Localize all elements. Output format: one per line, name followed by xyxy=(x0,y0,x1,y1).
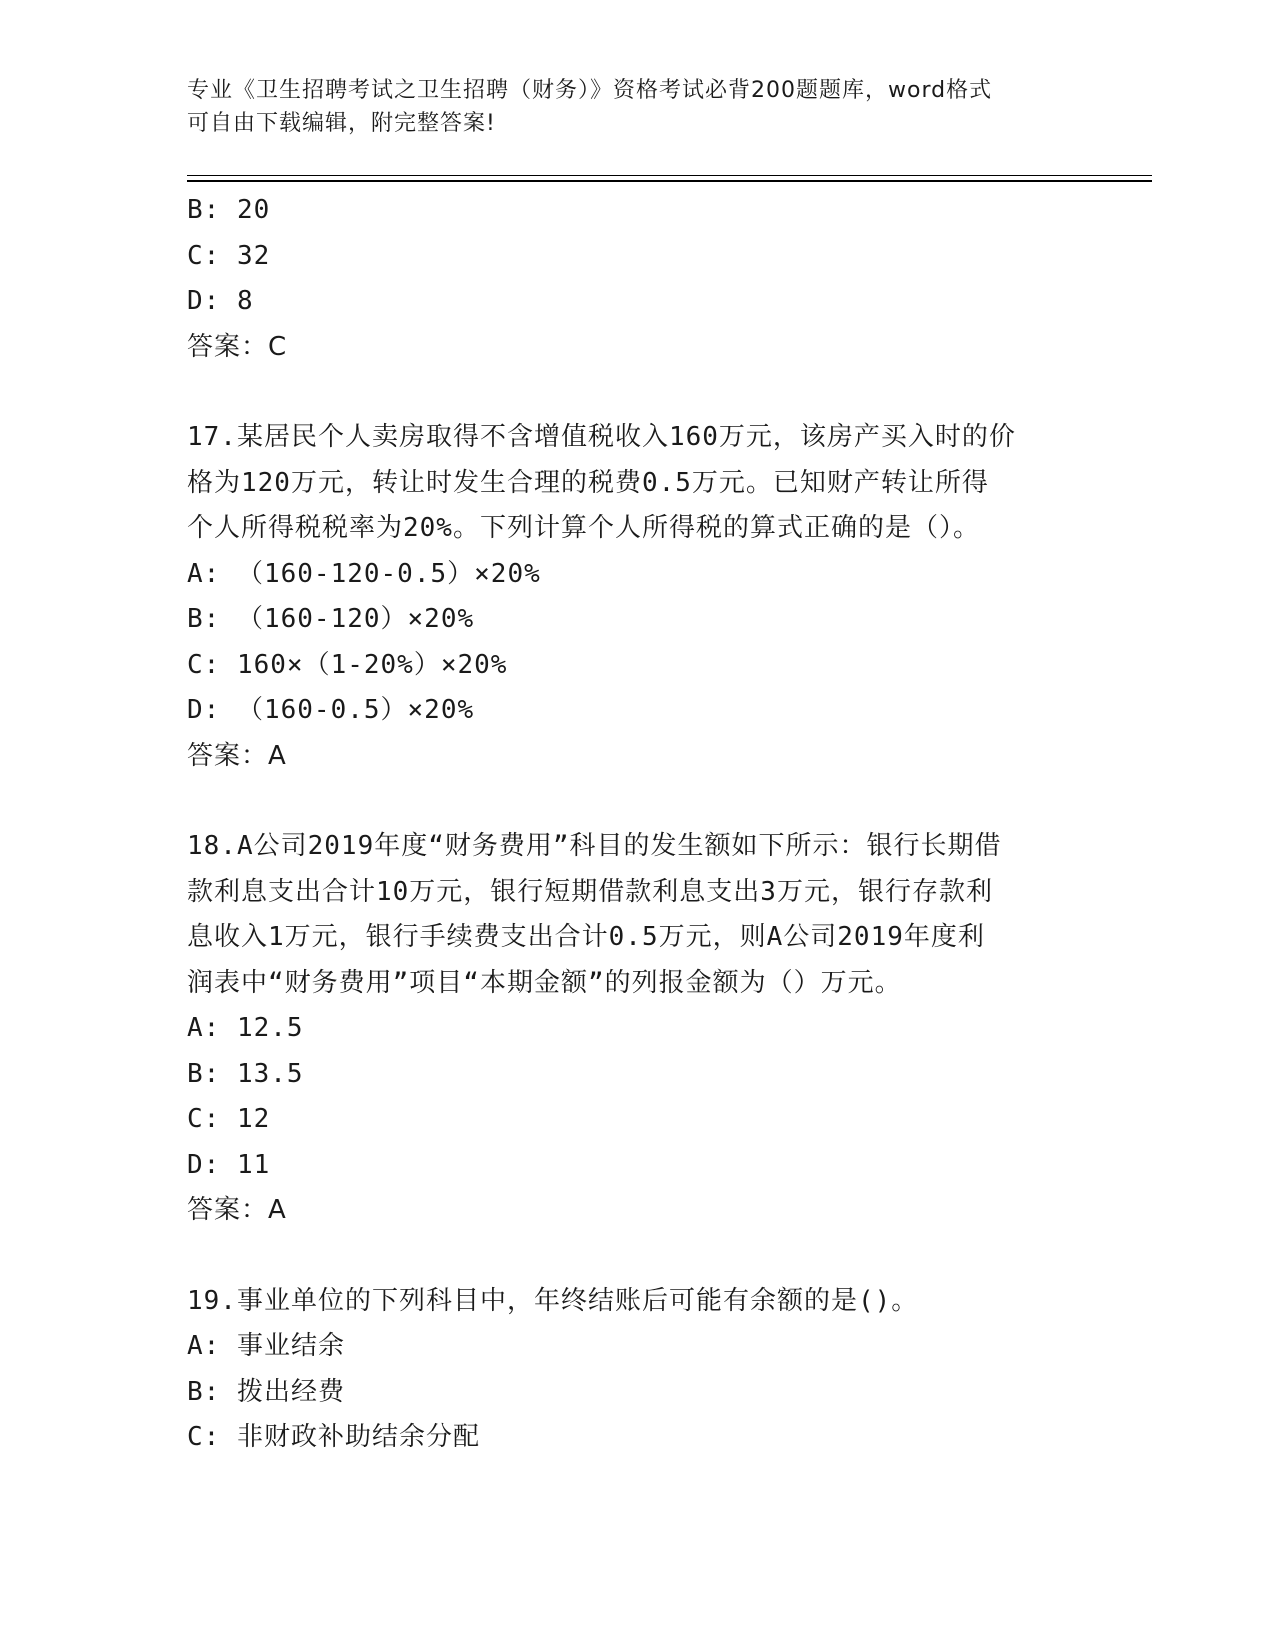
question-18 xyxy=(187,824,1087,1234)
spacer xyxy=(187,779,1087,824)
option-b: B: （160-120）×20% xyxy=(187,604,475,634)
question-stem-line: 19.事业单位的下列科目中，年终结账后可能有余额的是()。 xyxy=(187,1285,919,1316)
header-title-line-2: 可自由下载编辑，附完整答案! xyxy=(187,111,496,136)
question-stem-line: 款利息支出合计10万元，银行短期借款利息支出3万元，银行存款利 xyxy=(187,876,993,907)
question-stem-line: 息收入1万元，银行手续费支出合计0.5万元，则A公司2019年度利 xyxy=(187,922,985,952)
option-d: D: 11 xyxy=(187,1149,271,1180)
answer: 答案：C xyxy=(187,331,288,362)
option-c: C: 160×（1-20%）×20% xyxy=(187,649,508,680)
option-a: A: 12.5 xyxy=(187,1013,304,1043)
option-b: B: 13.5 xyxy=(187,1058,304,1089)
document-header xyxy=(187,74,1067,140)
question-17 xyxy=(187,415,1087,779)
question-stem-line: 格为120万元，转让时发生合理的税费0.5万元。已知财产转让所得 xyxy=(187,467,989,498)
question-stem-line: 18.A公司2019年度“财务费用”科目的发生额如下所示：银行长期借 xyxy=(187,831,1002,861)
option-c: C: 12 xyxy=(187,1104,271,1134)
option-c: C: 非财政补助结余分配 xyxy=(187,1422,480,1452)
question-list xyxy=(187,188,1087,1461)
header-rule-thin xyxy=(187,175,1152,176)
option-d: D: 8 xyxy=(187,286,254,316)
question-16 xyxy=(187,188,1087,370)
option-b: B: 拨出经费 xyxy=(187,1376,345,1407)
question-19 xyxy=(187,1279,1087,1461)
option-d: D: （160-0.5）×20% xyxy=(187,695,475,725)
question-stem-line: 润表中“财务费用”项目“本期金额”的列报金额为（）万元。 xyxy=(187,967,902,998)
answer: 答案：A xyxy=(187,1195,287,1225)
spacer xyxy=(187,370,1087,415)
option-c: C: 32 xyxy=(187,240,271,271)
answer: 答案：A xyxy=(187,740,287,771)
header-rule-thick xyxy=(187,180,1152,182)
header-title-line-1: 专业《卫生招聘考试之卫生招聘（财务）》资格考试必背200题题库，word格式 xyxy=(187,78,993,103)
spacer xyxy=(187,1234,1087,1279)
option-b: B: 20 xyxy=(187,195,271,225)
question-stem-line: 个人所得税税率为20%。下列计算个人所得税的算式正确的是（）。 xyxy=(187,513,980,543)
question-stem-line: 17.某居民个人卖房取得不含增值税收入160万元，该房产买入时的价 xyxy=(187,422,1016,452)
option-a: A: （160-120-0.5）×20% xyxy=(187,558,541,589)
option-a: A: 事业结余 xyxy=(187,1331,345,1361)
